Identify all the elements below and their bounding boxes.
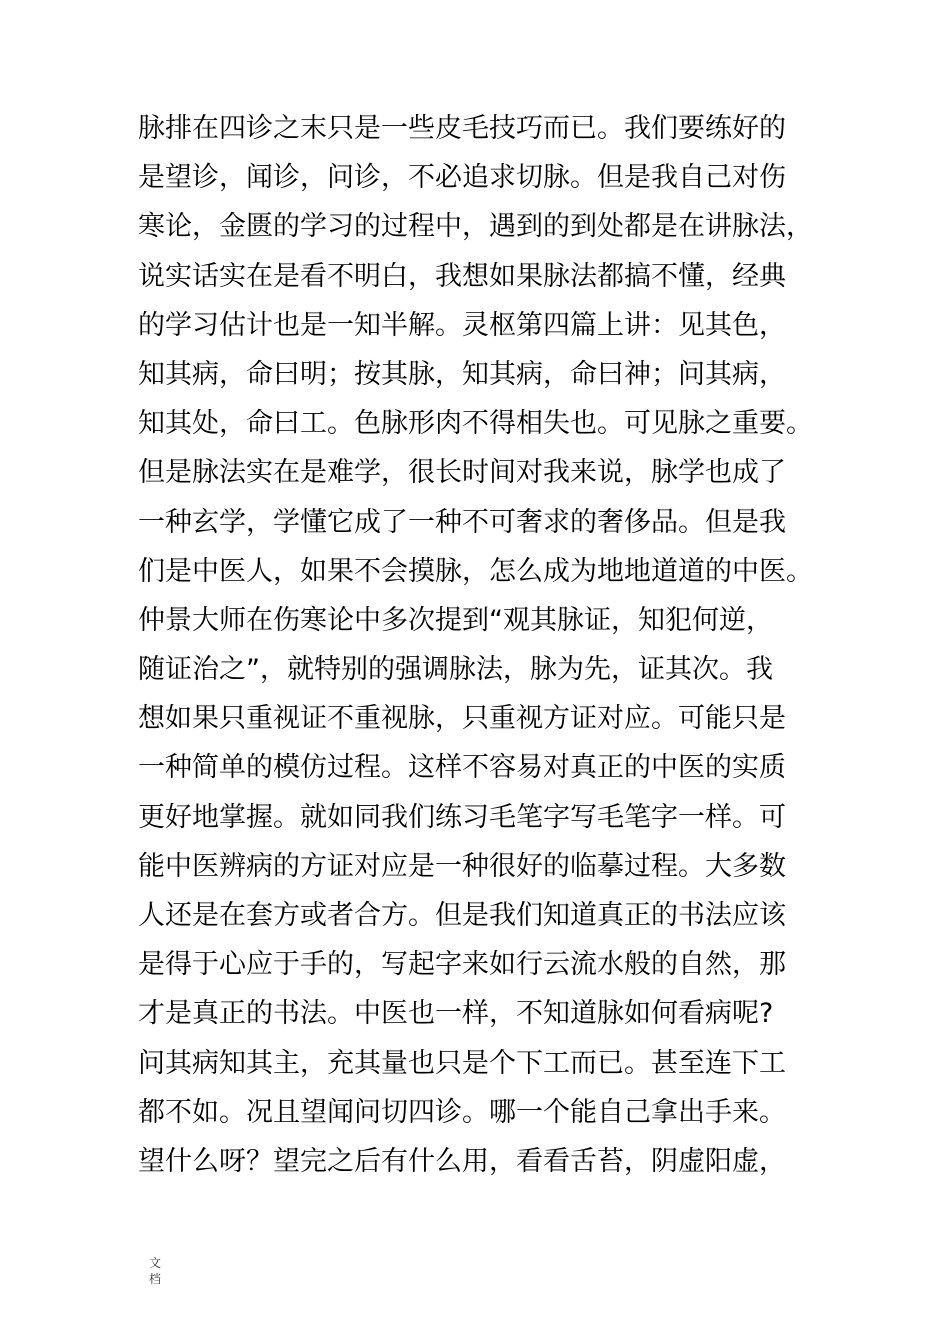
text-line: 更好地掌握。就如同我们练习毛笔字写毛笔字一样。可 [138, 801, 786, 833]
text-line: 是望诊，闻诊，问诊，不必追求切脉。但是我自己对伤 [138, 162, 786, 194]
text-line: 但是脉法实在是难学，很长时间对我来说，脉学也成了 [138, 457, 786, 489]
text-line: 说实话实在是看不明白，我想如果脉法都搞不懂，经典 [138, 260, 786, 292]
footer-char: 文 [149, 1256, 162, 1270]
text-line: 脉排在四诊之末只是一些皮毛技巧而已。我们要练好的 [138, 113, 786, 144]
text-line: 都不如。况且望闻问切四诊。哪一个能自己拿出手来。 [138, 1096, 786, 1128]
text-line: 寒论，金匮的学习的过程中，遇到的到处都是在讲脉法， [138, 211, 813, 243]
text-line: 是得于心应于手的，写起字来如行云流水般的自然，那 [138, 949, 786, 981]
text-line: 问其病知其主，充其量也只是个下工而已。甚至连下工 [138, 1047, 786, 1079]
text-line: 们是中医人，如果不会摸脉，怎么成为地地道道的中医。 [138, 555, 813, 587]
text-line: 一种简单的模仿过程。这样不容易对真正的中医的实质 [138, 752, 786, 784]
text-line: 随证治之”，就特别的强调脉法，脉为先，证其次。我 [138, 654, 773, 686]
body-text [138, 104, 828, 1186]
text-line: 才是真正的书法。中医也一样，不知道脉如何看病呢? [138, 998, 774, 1030]
text-line: 能中医辨病的方证对应是一种很好的临摹过程。大多数 [138, 850, 786, 882]
text-line: 一种玄学，学懂它成了一种不可奢求的奢侈品。但是我 [138, 506, 786, 538]
text-line: 知其处，命曰工。色脉形肉不得相失也。可见脉之重要。 [138, 408, 813, 440]
footer-char: 档 [149, 1272, 162, 1286]
text-line: 仲景大师在伤寒论中多次提到“观其脉证，知犯何逆， [138, 604, 773, 636]
text-line: 人还是在套方或者合方。但是我们知道真正的书法应该 [138, 900, 786, 931]
text-line: 知其病，命曰明；按其脉，知其病，命曰神；问其病， [138, 358, 786, 390]
text-line: 想如果只重视证不重视脉，只重视方证对应。可能只是 [138, 703, 786, 735]
page-footer [149, 1255, 169, 1287]
text-line: 望什么呀？望完之后有什么用，看看舌苔，阴虚阳虚， [138, 1145, 786, 1177]
text-line: 的学习估计也是一知半解。灵枢第四篇上讲：见其色， [138, 309, 786, 341]
